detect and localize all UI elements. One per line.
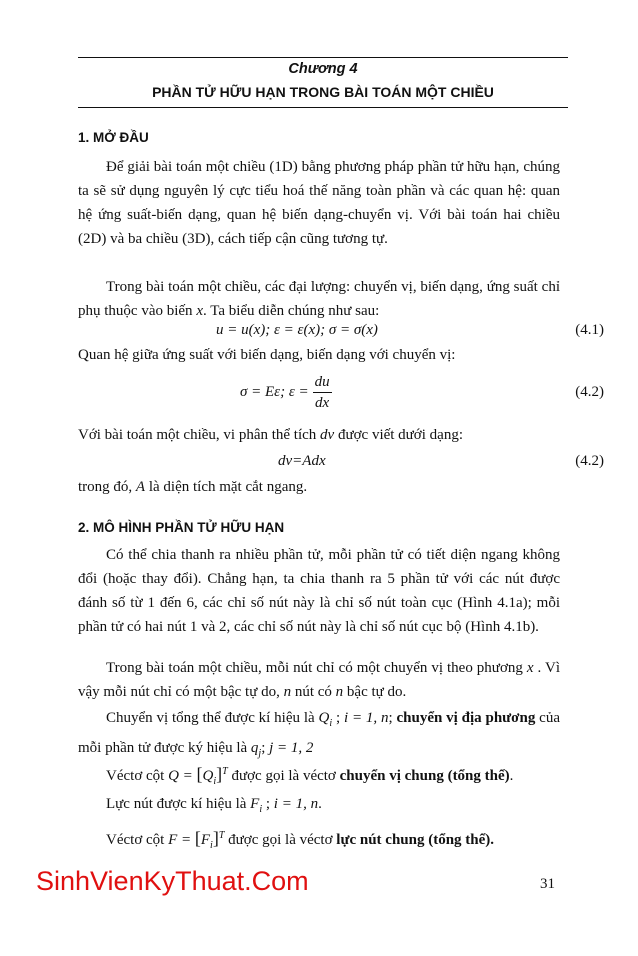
- section-2-heading: 2. MÔ HÌNH PHẦN TỬ HỮU HẠN: [78, 520, 285, 535]
- symbol-letter: F: [200, 832, 211, 848]
- stress-relation-line: Quan hệ giữa ứng suất với biến dạng, biến dạng với chuyển vị:: [78, 347, 456, 363]
- symbol-qj: [250, 740, 262, 759]
- paragraph-text: nút có: [291, 684, 336, 700]
- paragraph-text: Trong bài toán một chiều, các đại lượng: chuyển vị, biến dạng, ứng suất chỉ phụ thuộc vào biến: [78, 279, 560, 319]
- line-text: .: [509, 768, 514, 784]
- index-range: i = 1, n: [343, 710, 389, 726]
- fraction-denominator: dx: [315, 395, 330, 411]
- section-1-heading: 1. MỞ ĐẦU: [78, 130, 149, 145]
- symbol-subscript: i: [259, 804, 263, 815]
- equation-4-2: [240, 372, 332, 413]
- symbol-letter: F: [250, 796, 260, 812]
- bold-term: chuyển vị chung (tổng thể): [339, 768, 510, 784]
- line-text: .: [318, 796, 322, 812]
- title-underline: [78, 107, 568, 108]
- line-text: được gọi là véctơ: [224, 832, 337, 848]
- fraction-du-dx: [313, 372, 332, 413]
- section-2-paragraph-3: [78, 706, 560, 766]
- bold-term: chuyển vị địa phương: [396, 710, 536, 726]
- variable-x: x: [526, 660, 534, 676]
- symbol-subscript: i: [210, 840, 213, 851]
- symbol-subscript: i: [213, 776, 217, 787]
- top-rule: [78, 57, 568, 58]
- paragraph-text: của mỗi phần tử được ký hiệu là: [78, 710, 560, 756]
- displacement-vector-line: [106, 764, 513, 787]
- symbol-subscript: i: [329, 718, 333, 729]
- close-bracket: ]: [216, 764, 223, 784]
- variable-n: n: [283, 684, 292, 700]
- equation-dv: dv=Adx: [278, 453, 326, 469]
- symbol-q: [318, 710, 333, 729]
- line-text: là diện tích mặt cắt ngang.: [145, 479, 308, 495]
- variable-x: x: [196, 303, 203, 319]
- section-2-paragraph-1: [78, 543, 560, 639]
- paragraph-text: ;: [388, 710, 397, 726]
- force-vector-line: [106, 828, 494, 851]
- equation-left: Q =: [168, 768, 197, 784]
- line-text: trong đó,: [78, 479, 136, 495]
- open-bracket: [: [196, 764, 203, 784]
- symbol-subscript: j: [258, 748, 262, 759]
- equation-4-1: u = u(x); ε = ε(x); σ = σ(x): [216, 322, 378, 338]
- line-text: Lực nút được kí hiệu là: [106, 796, 251, 812]
- paragraph-text: . Ta biểu diễn chúng như sau:: [202, 303, 380, 319]
- page-number: 31: [540, 876, 555, 892]
- section-1-paragraph-2: [78, 275, 560, 323]
- line-text: được viết dưới dạng:: [334, 427, 463, 443]
- chapter-label: Chương 4: [288, 61, 358, 77]
- volume-line: [78, 427, 463, 444]
- paragraph-text: Trong bài toán một chiều, mỗi nút chỉ có một chuyển vị theo phương: [106, 660, 527, 676]
- line-text: Với bài toán một chiều, vi phân thể tích: [78, 427, 321, 443]
- variable-dv: dv: [320, 427, 335, 443]
- symbol-letter: Q: [318, 710, 330, 726]
- paragraph-text: Có thể chia thanh ra nhiều phần tử, mỗi phần tử có tiết diện ngang không đổi (hoặc thay đổi). Chẳng hạn, ta chia thanh ra 5 phần tử với các nút được đánh số từ 1 đến 6, các chỉ số nút này là chỉ số nút toàn cục (Hình 4.1a); mỗi phần tử có hai nút 1 và 2, các chỉ số nút này là chỉ số nút cục bộ (Hình 4.1b).: [78, 547, 560, 635]
- line-text: Véctơ cột: [106, 832, 169, 848]
- equation-number-dv: (4.2): [575, 453, 604, 469]
- line-text: Véctơ cột: [106, 768, 169, 784]
- equation-number-4-2: (4.2): [575, 384, 604, 400]
- paragraph-text: . Vì vậy mỗi nút chỉ có một bậc tự do,: [78, 660, 561, 700]
- open-bracket: [: [194, 828, 201, 848]
- chapter-title: PHẦN TỬ HỮU HẠN TRONG BÀI TOÁN MỘT CHIỀU: [152, 84, 494, 100]
- line-text: ;: [262, 796, 274, 812]
- symbol-letter: q: [250, 740, 259, 756]
- equation-left: σ = Eε; ε =: [240, 384, 309, 400]
- site-watermark-link[interactable]: SinhVienKyThuat.Com: [36, 866, 309, 896]
- paragraph-text: ;: [261, 740, 270, 756]
- symbol-letter: Q: [202, 768, 214, 784]
- variable-n: n: [335, 684, 344, 700]
- paragraph-text: Để giải bài toán một chiều (1D) bằng phương pháp phần tử hữu hạn, chúng ta sẽ sử dụng nguyên lý cực tiểu hoá thế năng toàn phần và các quan hệ: quan hệ ứng suất-biến dạng, quan hệ biến dạng-chuyển vị. Với bài toán hai chiều (2D) và ba chiều (3D), cách tiếp cận cũng tương tự.: [78, 159, 560, 247]
- section-1-paragraph-1: [78, 155, 560, 251]
- paragraph-text: bậc tự do.: [343, 684, 407, 700]
- nodal-force-line: [106, 796, 322, 815]
- equation-left: F =: [168, 832, 195, 848]
- paragraph-text: Chuyển vị tổng thể được kí hiệu là: [106, 710, 319, 726]
- transpose-superscript: T: [218, 830, 225, 841]
- fraction-numerator: du: [313, 372, 332, 393]
- section-2-paragraph-2: [78, 656, 560, 704]
- close-bracket: ]: [212, 828, 219, 848]
- line-text: được gọi là véctơ: [227, 768, 340, 784]
- equation-number-4-1: (4.1): [575, 322, 604, 338]
- index-range: j = 1, 2: [269, 740, 314, 756]
- variable-a: A: [135, 479, 146, 495]
- index-range: i = 1, n: [273, 796, 319, 812]
- transpose-superscript: T: [222, 766, 228, 777]
- area-line: [78, 479, 307, 496]
- paragraph-text: ;: [332, 710, 344, 726]
- bold-term: lực nút chung (tổng thể).: [336, 832, 495, 848]
